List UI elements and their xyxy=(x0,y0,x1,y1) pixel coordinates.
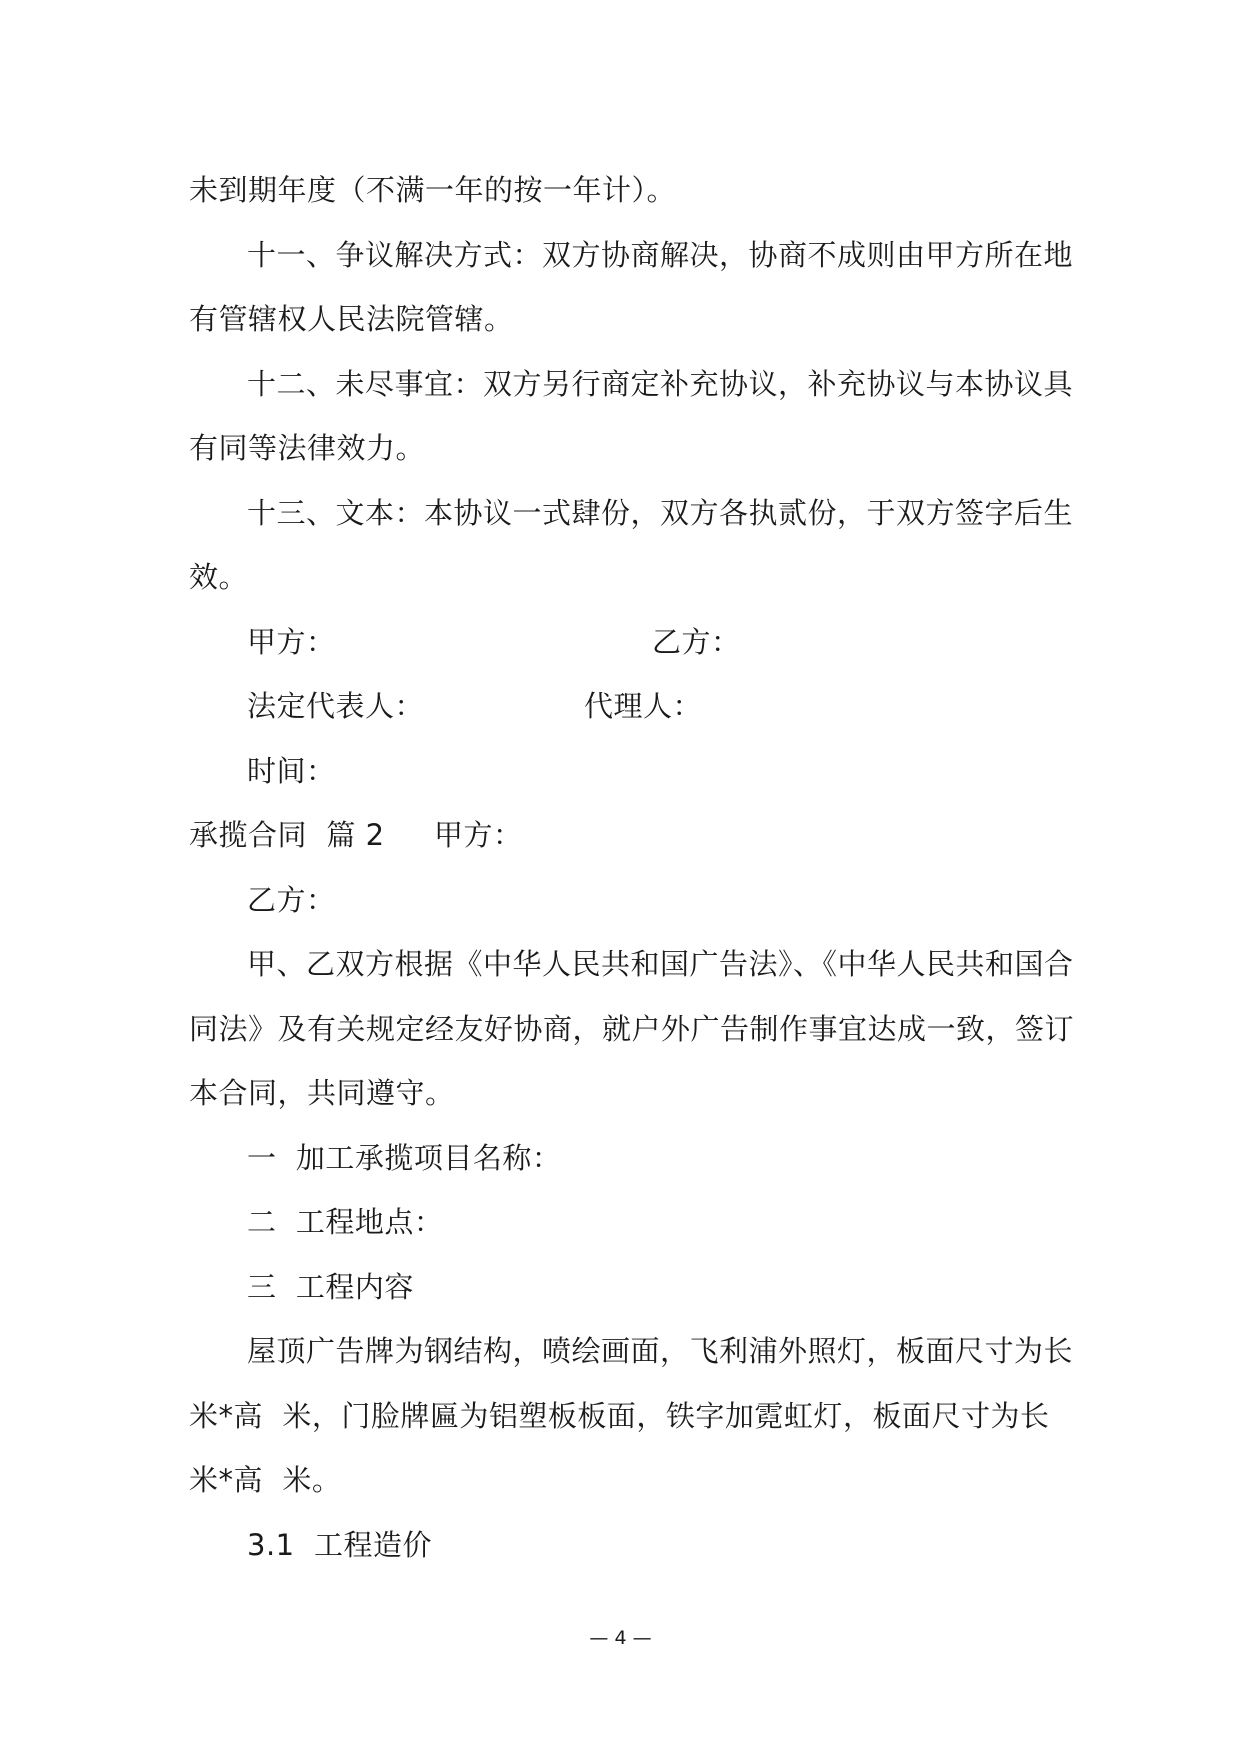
contract-2-title: 承揽合同 篇 2 xyxy=(189,818,385,852)
project-content-description: 屋顶广告牌为钢结构，喷绘画面，飞利浦外照灯，板面尺寸为长 xyxy=(247,1334,1074,1368)
clause-13-copies: 十三、文本：本协议一式肆份，双方各执贰份，于双方签字后生 xyxy=(247,495,1074,530)
document-body xyxy=(189,158,1075,1577)
item-1-project-name: 一 加工承揽项目名称： xyxy=(247,1140,562,1175)
signature-row-representatives xyxy=(189,674,1059,739)
paragraph-line: 效。 xyxy=(189,560,249,594)
item-3-1-project-cost: 3.1 工程造价 xyxy=(247,1527,433,1562)
paragraph-line: 本合同，共同遵守。 xyxy=(189,1076,455,1110)
contract-2-party-a-label: 甲方： xyxy=(434,818,523,852)
contract-2-heading-row xyxy=(189,803,1059,868)
party-b-label: 乙方： xyxy=(652,624,741,659)
agent-label: 代理人： xyxy=(584,689,703,723)
item-2-project-location: 二 工程地点： xyxy=(247,1205,444,1239)
date-label: 时间： xyxy=(247,753,336,788)
party-a-label: 甲方： xyxy=(247,624,336,659)
paragraph-line: 有同等法律效力。 xyxy=(189,431,426,465)
signature-row-parties xyxy=(189,610,1059,675)
item-3-project-content: 三 工程内容 xyxy=(247,1269,414,1304)
page-number: — 4 — xyxy=(589,1627,652,1649)
paragraph-line: 米*高 米。 xyxy=(189,1463,342,1497)
contract-2-preamble: 甲、乙双方根据《中华人民共和国广告法》、《中华人民共和国合 xyxy=(247,947,1074,981)
paragraph-line: 有管辖权人民法院管辖。 xyxy=(189,302,514,336)
clause-11-dispute-resolution: 十一、争议解决方式：双方协商解决，协商不成则由甲方所在地 xyxy=(247,237,1074,272)
clause-12-unresolved-matters: 十二、未尽事宜：双方另行商定补充协议，补充协议与本协议具 xyxy=(247,366,1074,401)
paragraph-line: 同法》及有关规定经友好协商，就户外广告制作事宜达成一致，签订 xyxy=(189,1011,1075,1046)
paragraph-line: 米*高 米，门脸牌匾为铝塑板板面，铁字加霓虹灯，板面尺寸为长 xyxy=(189,1398,1050,1433)
paragraph-line: 未到期年度（不满一年的按一年计）。 xyxy=(189,173,677,207)
legal-representative-label: 法定代表人： xyxy=(247,689,425,723)
contract-2-party-b-label: 乙方： xyxy=(247,882,336,917)
